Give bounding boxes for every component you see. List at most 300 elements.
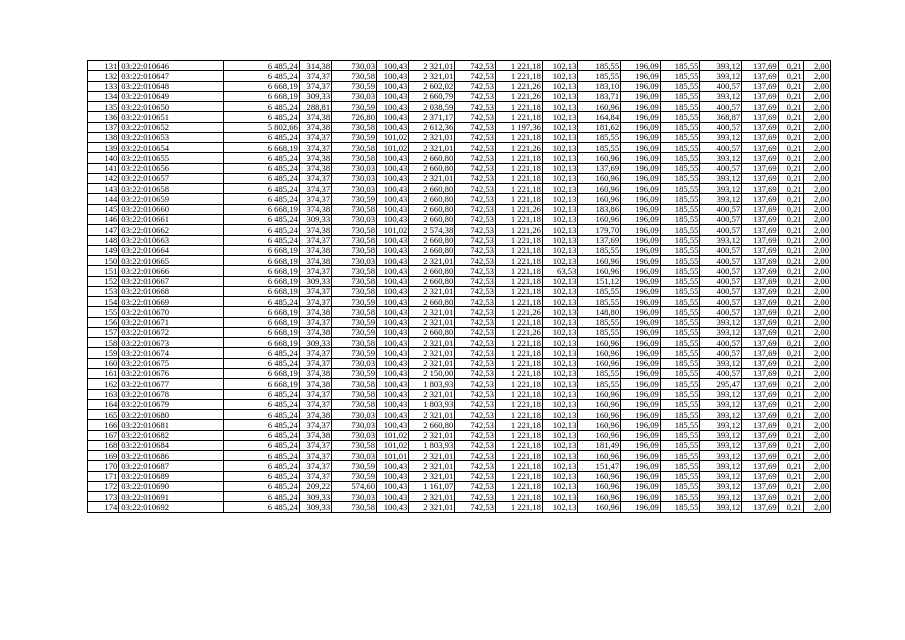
col-17-cell: 2,00 — [803, 410, 830, 420]
row-number-cell: 168 — [88, 440, 119, 450]
col-4-cell: 374,38 — [299, 225, 331, 235]
col-15-cell: 137,69 — [742, 256, 779, 266]
col-10-cell: 102,13 — [542, 245, 577, 255]
col-15-cell: 137,69 — [742, 286, 779, 296]
col-3-cell: 6 485,24 — [223, 163, 299, 173]
col-14-cell: 400,57 — [700, 286, 742, 296]
col-3-cell: 6 668,19 — [223, 143, 299, 153]
col-13-cell: 185,55 — [660, 471, 700, 481]
col-12-cell: 196,09 — [621, 451, 661, 461]
cadastral-id-cell: 03:22:010690 — [119, 481, 223, 491]
row-number-cell: 150 — [88, 256, 119, 266]
col-17-cell: 2,00 — [803, 430, 830, 440]
col-3-cell: 6 485,24 — [223, 235, 299, 245]
col-7-cell: 2 150,00 — [409, 368, 455, 378]
col-4-cell: 374,37 — [299, 235, 331, 245]
col-5-cell: 730,59 — [332, 132, 377, 142]
col-16-cell: 0,21 — [778, 194, 803, 204]
col-9-cell: 1 221,18 — [495, 410, 542, 420]
cadastral-id-cell: 03:22:010692 — [119, 502, 223, 512]
col-6-cell: 100,43 — [377, 266, 409, 276]
col-6-cell: 100,43 — [377, 245, 409, 255]
col-11-cell: 160,96 — [578, 194, 621, 204]
table-row — [88, 492, 831, 502]
col-14-cell: 393,12 — [700, 430, 742, 440]
col-10-cell: 102,13 — [542, 327, 577, 337]
col-13-cell: 185,55 — [660, 327, 700, 337]
col-12-cell: 196,09 — [621, 399, 661, 409]
col-4-cell: 374,38 — [299, 153, 331, 163]
col-17-cell: 2,00 — [803, 368, 830, 378]
cadastral-id-cell: 03:22:010660 — [119, 204, 223, 214]
row-number-cell: 163 — [88, 389, 119, 399]
col-3-cell: 6 668,19 — [223, 81, 299, 91]
col-16-cell: 0,21 — [778, 163, 803, 173]
row-number-cell: 149 — [88, 245, 119, 255]
table-row — [88, 410, 831, 420]
col-5-cell: 730,59 — [332, 102, 377, 112]
col-7-cell: 2 321,01 — [409, 173, 455, 183]
col-11-cell: 160,96 — [578, 492, 621, 502]
col-9-cell: 1 221,18 — [495, 471, 542, 481]
col-12-cell: 196,09 — [621, 235, 661, 245]
col-5-cell: 730,58 — [332, 502, 377, 512]
col-16-cell: 0,21 — [778, 410, 803, 420]
col-16-cell: 0,21 — [778, 358, 803, 368]
col-3-cell: 6 485,24 — [223, 481, 299, 491]
col-6-cell: 100,43 — [377, 276, 409, 286]
col-17-cell: 2,00 — [803, 71, 830, 81]
col-14-cell: 393,12 — [700, 502, 742, 512]
col-16-cell: 0,21 — [778, 420, 803, 430]
col-6-cell: 100,43 — [377, 71, 409, 81]
row-number-cell: 138 — [88, 132, 119, 142]
row-number-cell: 165 — [88, 410, 119, 420]
cadastral-id-cell: 03:22:010654 — [119, 143, 223, 153]
col-16-cell: 0,21 — [778, 245, 803, 255]
col-6-cell: 100,43 — [377, 471, 409, 481]
col-16-cell: 0,21 — [778, 461, 803, 471]
col-8-cell: 742,53 — [455, 379, 496, 389]
table-row — [88, 327, 831, 337]
col-11-cell: 185,55 — [578, 61, 621, 71]
col-14-cell: 400,57 — [700, 368, 742, 378]
col-6-cell: 100,43 — [377, 153, 409, 163]
col-8-cell: 742,53 — [455, 132, 496, 142]
col-17-cell: 2,00 — [803, 256, 830, 266]
col-15-cell: 137,69 — [742, 173, 779, 183]
row-number-cell: 166 — [88, 420, 119, 430]
row-number-cell: 135 — [88, 102, 119, 112]
col-10-cell: 102,13 — [542, 358, 577, 368]
table-row — [88, 132, 831, 142]
col-14-cell: 368,87 — [700, 112, 742, 122]
col-17-cell: 2,00 — [803, 348, 830, 358]
col-17-cell: 2,00 — [803, 184, 830, 194]
col-4-cell: 374,37 — [299, 461, 331, 471]
col-13-cell: 185,55 — [660, 492, 700, 502]
col-17-cell: 2,00 — [803, 122, 830, 132]
col-6-cell: 100,43 — [377, 492, 409, 502]
col-5-cell: 730,58 — [332, 338, 377, 348]
col-3-cell: 6 485,24 — [223, 132, 299, 142]
col-5-cell: 730,03 — [332, 184, 377, 194]
col-16-cell: 0,21 — [778, 184, 803, 194]
col-14-cell: 400,57 — [700, 214, 742, 224]
col-5-cell: 730,59 — [332, 368, 377, 378]
col-16-cell: 0,21 — [778, 399, 803, 409]
col-15-cell: 137,69 — [742, 430, 779, 440]
row-number-cell: 164 — [88, 399, 119, 409]
col-11-cell: 151,47 — [578, 461, 621, 471]
row-number-cell: 134 — [88, 91, 119, 101]
col-7-cell: 2 660,80 — [409, 297, 455, 307]
table-row — [88, 430, 831, 440]
col-15-cell: 137,69 — [742, 245, 779, 255]
col-13-cell: 185,55 — [660, 358, 700, 368]
row-number-cell: 162 — [88, 379, 119, 389]
col-9-cell: 1 221,18 — [495, 481, 542, 491]
col-13-cell: 185,55 — [660, 461, 700, 471]
col-3-cell: 6 668,19 — [223, 276, 299, 286]
row-number-cell: 144 — [88, 194, 119, 204]
col-3-cell: 6 485,24 — [223, 358, 299, 368]
col-7-cell: 2 321,01 — [409, 451, 455, 461]
col-10-cell: 102,13 — [542, 143, 577, 153]
col-13-cell: 185,55 — [660, 481, 700, 491]
col-15-cell: 137,69 — [742, 317, 779, 327]
col-14-cell: 393,12 — [700, 173, 742, 183]
col-15-cell: 137,69 — [742, 338, 779, 348]
col-10-cell: 63,53 — [542, 266, 577, 276]
col-8-cell: 742,53 — [455, 256, 496, 266]
col-5-cell: 730,59 — [332, 297, 377, 307]
col-7-cell: 2 038,59 — [409, 102, 455, 112]
cadastral-id-cell: 03:22:010670 — [119, 307, 223, 317]
col-3-cell: 6 485,24 — [223, 225, 299, 235]
col-4-cell: 374,37 — [299, 440, 331, 450]
col-8-cell: 742,53 — [455, 492, 496, 502]
table-row — [88, 122, 831, 132]
col-15-cell: 137,69 — [742, 102, 779, 112]
col-10-cell: 102,13 — [542, 102, 577, 112]
col-15-cell: 137,69 — [742, 471, 779, 481]
col-7-cell: 2 602,02 — [409, 81, 455, 91]
col-7-cell: 1 803,93 — [409, 399, 455, 409]
col-13-cell: 185,55 — [660, 81, 700, 91]
col-15-cell: 137,69 — [742, 379, 779, 389]
col-10-cell: 102,13 — [542, 471, 577, 481]
row-number-cell: 158 — [88, 338, 119, 348]
col-6-cell: 100,43 — [377, 481, 409, 491]
col-17-cell: 2,00 — [803, 399, 830, 409]
col-4-cell: 374,38 — [299, 327, 331, 337]
cadastral-id-cell: 03:22:010666 — [119, 266, 223, 276]
col-13-cell: 185,55 — [660, 317, 700, 327]
col-14-cell: 400,57 — [700, 245, 742, 255]
col-17-cell: 2,00 — [803, 266, 830, 276]
col-4-cell: 374,37 — [299, 471, 331, 481]
col-6-cell: 100,43 — [377, 204, 409, 214]
col-11-cell: 160,96 — [578, 471, 621, 481]
table-row — [88, 256, 831, 266]
col-6-cell: 100,43 — [377, 194, 409, 204]
col-9-cell: 1 221,18 — [495, 132, 542, 142]
col-14-cell: 393,12 — [700, 399, 742, 409]
col-12-cell: 196,09 — [621, 481, 661, 491]
table-row — [88, 338, 831, 348]
col-7-cell: 2 321,01 — [409, 389, 455, 399]
cadastral-id-cell: 03:22:010646 — [119, 61, 223, 71]
col-15-cell: 137,69 — [742, 440, 779, 450]
col-5-cell: 730,03 — [332, 256, 377, 266]
col-13-cell: 185,55 — [660, 420, 700, 430]
col-5-cell: 730,58 — [332, 266, 377, 276]
col-9-cell: 1 221,18 — [495, 245, 542, 255]
col-17-cell: 2,00 — [803, 451, 830, 461]
cadastral-id-cell: 03:22:010678 — [119, 389, 223, 399]
table-row — [88, 143, 831, 153]
col-7-cell: 1 803,93 — [409, 379, 455, 389]
col-12-cell: 196,09 — [621, 266, 661, 276]
col-14-cell: 393,12 — [700, 420, 742, 430]
cadastral-id-cell: 03:22:010672 — [119, 327, 223, 337]
col-16-cell: 0,21 — [778, 327, 803, 337]
col-4-cell: 374,38 — [299, 307, 331, 317]
col-17-cell: 2,00 — [803, 153, 830, 163]
col-8-cell: 742,53 — [455, 471, 496, 481]
col-8-cell: 742,53 — [455, 235, 496, 245]
col-14-cell: 400,57 — [700, 204, 742, 214]
col-7-cell: 2 321,01 — [409, 71, 455, 81]
col-14-cell: 400,57 — [700, 81, 742, 91]
col-15-cell: 137,69 — [742, 61, 779, 71]
col-9-cell: 1 221,26 — [495, 81, 542, 91]
col-7-cell: 2 660,80 — [409, 245, 455, 255]
col-6-cell: 100,43 — [377, 214, 409, 224]
col-11-cell: 160,96 — [578, 214, 621, 224]
row-number-cell: 148 — [88, 235, 119, 245]
col-12-cell: 196,09 — [621, 338, 661, 348]
row-number-cell: 151 — [88, 266, 119, 276]
col-14-cell: 393,12 — [700, 91, 742, 101]
col-13-cell: 185,55 — [660, 502, 700, 512]
col-10-cell: 102,13 — [542, 163, 577, 173]
col-8-cell: 742,53 — [455, 389, 496, 399]
row-number-cell: 156 — [88, 317, 119, 327]
col-6-cell: 100,43 — [377, 256, 409, 266]
col-10-cell: 102,13 — [542, 71, 577, 81]
col-16-cell: 0,21 — [778, 297, 803, 307]
col-12-cell: 196,09 — [621, 132, 661, 142]
col-10-cell: 102,13 — [542, 235, 577, 245]
table-row — [88, 112, 831, 122]
cadastral-id-cell: 03:22:010686 — [119, 451, 223, 461]
col-15-cell: 137,69 — [742, 307, 779, 317]
col-13-cell: 185,55 — [660, 214, 700, 224]
col-17-cell: 2,00 — [803, 461, 830, 471]
col-9-cell: 1 221,18 — [495, 440, 542, 450]
col-9-cell: 1 221,18 — [495, 492, 542, 502]
col-13-cell: 185,55 — [660, 348, 700, 358]
col-10-cell: 102,13 — [542, 399, 577, 409]
cadastral-id-cell: 03:22:010657 — [119, 173, 223, 183]
col-8-cell: 742,53 — [455, 214, 496, 224]
col-11-cell: 185,55 — [578, 327, 621, 337]
col-9-cell: 1 221,18 — [495, 379, 542, 389]
row-number-cell: 154 — [88, 297, 119, 307]
col-3-cell: 6 485,24 — [223, 102, 299, 112]
col-5-cell: 730,58 — [332, 389, 377, 399]
col-15-cell: 137,69 — [742, 194, 779, 204]
cadastral-id-cell: 03:22:010658 — [119, 184, 223, 194]
table-row — [88, 163, 831, 173]
col-15-cell: 137,69 — [742, 451, 779, 461]
col-17-cell: 2,00 — [803, 204, 830, 214]
cadastral-id-cell: 03:22:010663 — [119, 235, 223, 245]
col-9-cell: 1 221,18 — [495, 297, 542, 307]
cadastral-id-cell: 03:22:010680 — [119, 410, 223, 420]
col-14-cell: 393,12 — [700, 461, 742, 471]
col-9-cell: 1 197,36 — [495, 122, 542, 132]
cadastral-id-cell: 03:22:010648 — [119, 81, 223, 91]
col-15-cell: 137,69 — [742, 461, 779, 471]
cadastral-id-cell: 03:22:010671 — [119, 317, 223, 327]
col-8-cell: 742,53 — [455, 81, 496, 91]
col-8-cell: 742,53 — [455, 276, 496, 286]
col-8-cell: 742,53 — [455, 143, 496, 153]
col-9-cell: 1 221,18 — [495, 286, 542, 296]
col-11-cell: 185,55 — [578, 71, 621, 81]
col-9-cell: 1 221,18 — [495, 502, 542, 512]
col-7-cell: 2 660,80 — [409, 420, 455, 430]
col-17-cell: 2,00 — [803, 338, 830, 348]
col-3-cell: 6 668,19 — [223, 317, 299, 327]
col-6-cell: 100,43 — [377, 173, 409, 183]
col-9-cell: 1 221,18 — [495, 368, 542, 378]
col-17-cell: 2,00 — [803, 420, 830, 430]
col-13-cell: 185,55 — [660, 276, 700, 286]
table-row — [88, 307, 831, 317]
col-5-cell: 730,03 — [332, 430, 377, 440]
row-number-cell: 136 — [88, 112, 119, 122]
col-5-cell: 730,03 — [332, 61, 377, 71]
col-8-cell: 742,53 — [455, 461, 496, 471]
col-11-cell: 160,96 — [578, 502, 621, 512]
col-6-cell: 101,02 — [377, 132, 409, 142]
col-9-cell: 1 221,18 — [495, 338, 542, 348]
col-14-cell: 400,57 — [700, 348, 742, 358]
col-12-cell: 196,09 — [621, 81, 661, 91]
col-13-cell: 185,55 — [660, 379, 700, 389]
col-11-cell: 179,70 — [578, 225, 621, 235]
col-7-cell: 2 660,80 — [409, 184, 455, 194]
col-15-cell: 137,69 — [742, 358, 779, 368]
col-12-cell: 196,09 — [621, 194, 661, 204]
col-5-cell: 730,59 — [332, 194, 377, 204]
col-5-cell: 730,58 — [332, 245, 377, 255]
col-12-cell: 196,09 — [621, 173, 661, 183]
table-row — [88, 297, 831, 307]
col-8-cell: 742,53 — [455, 173, 496, 183]
col-6-cell: 101,02 — [377, 440, 409, 450]
col-17-cell: 2,00 — [803, 481, 830, 491]
col-17-cell: 2,00 — [803, 358, 830, 368]
row-number-cell: 161 — [88, 368, 119, 378]
cadastral-id-cell: 03:22:010653 — [119, 132, 223, 142]
col-8-cell: 742,53 — [455, 399, 496, 409]
col-7-cell: 2 321,01 — [409, 286, 455, 296]
col-16-cell: 0,21 — [778, 71, 803, 81]
col-6-cell: 100,43 — [377, 410, 409, 420]
col-11-cell: 160,96 — [578, 102, 621, 112]
col-8-cell: 742,53 — [455, 91, 496, 101]
col-12-cell: 196,09 — [621, 358, 661, 368]
col-6-cell: 100,43 — [377, 358, 409, 368]
col-10-cell: 102,13 — [542, 430, 577, 440]
col-17-cell: 2,00 — [803, 81, 830, 91]
col-14-cell: 400,57 — [700, 225, 742, 235]
col-12-cell: 196,09 — [621, 471, 661, 481]
col-7-cell: 2 321,01 — [409, 461, 455, 471]
col-4-cell: 374,38 — [299, 122, 331, 132]
col-5-cell: 730,03 — [332, 163, 377, 173]
col-15-cell: 137,69 — [742, 81, 779, 91]
col-5-cell: 726,80 — [332, 112, 377, 122]
table-body — [88, 61, 831, 513]
col-9-cell: 1 221,18 — [495, 420, 542, 430]
col-11-cell: 160,96 — [578, 173, 621, 183]
col-7-cell: 2 612,36 — [409, 122, 455, 132]
col-12-cell: 196,09 — [621, 379, 661, 389]
col-5-cell: 730,58 — [332, 307, 377, 317]
col-10-cell: 102,13 — [542, 348, 577, 358]
col-4-cell: 209,22 — [299, 481, 331, 491]
col-9-cell: 1 221,18 — [495, 194, 542, 204]
col-7-cell: 2 321,01 — [409, 410, 455, 420]
col-6-cell: 100,43 — [377, 91, 409, 101]
col-9-cell: 1 221,26 — [495, 204, 542, 214]
col-4-cell: 374,37 — [299, 81, 331, 91]
col-6-cell: 101,02 — [377, 143, 409, 153]
col-12-cell: 196,09 — [621, 420, 661, 430]
col-14-cell: 400,57 — [700, 297, 742, 307]
col-16-cell: 0,21 — [778, 389, 803, 399]
col-17-cell: 2,00 — [803, 61, 830, 71]
col-10-cell: 102,13 — [542, 389, 577, 399]
cadastral-id-cell: 03:22:010682 — [119, 430, 223, 440]
table-row — [88, 102, 831, 112]
row-number-cell: 159 — [88, 348, 119, 358]
table-row — [88, 61, 831, 71]
col-10-cell: 102,13 — [542, 286, 577, 296]
col-11-cell: 183,86 — [578, 204, 621, 214]
col-5-cell: 730,03 — [332, 91, 377, 101]
col-17-cell: 2,00 — [803, 112, 830, 122]
col-7-cell: 2 321,01 — [409, 492, 455, 502]
col-17-cell: 2,00 — [803, 389, 830, 399]
col-6-cell: 100,43 — [377, 379, 409, 389]
col-13-cell: 185,55 — [660, 297, 700, 307]
col-11-cell: 160,96 — [578, 451, 621, 461]
col-7-cell: 2 321,01 — [409, 502, 455, 512]
col-14-cell: 393,12 — [700, 440, 742, 450]
col-16-cell: 0,21 — [778, 451, 803, 461]
row-number-cell: 131 — [88, 61, 119, 71]
col-16-cell: 0,21 — [778, 122, 803, 132]
col-12-cell: 196,09 — [621, 214, 661, 224]
col-15-cell: 137,69 — [742, 132, 779, 142]
